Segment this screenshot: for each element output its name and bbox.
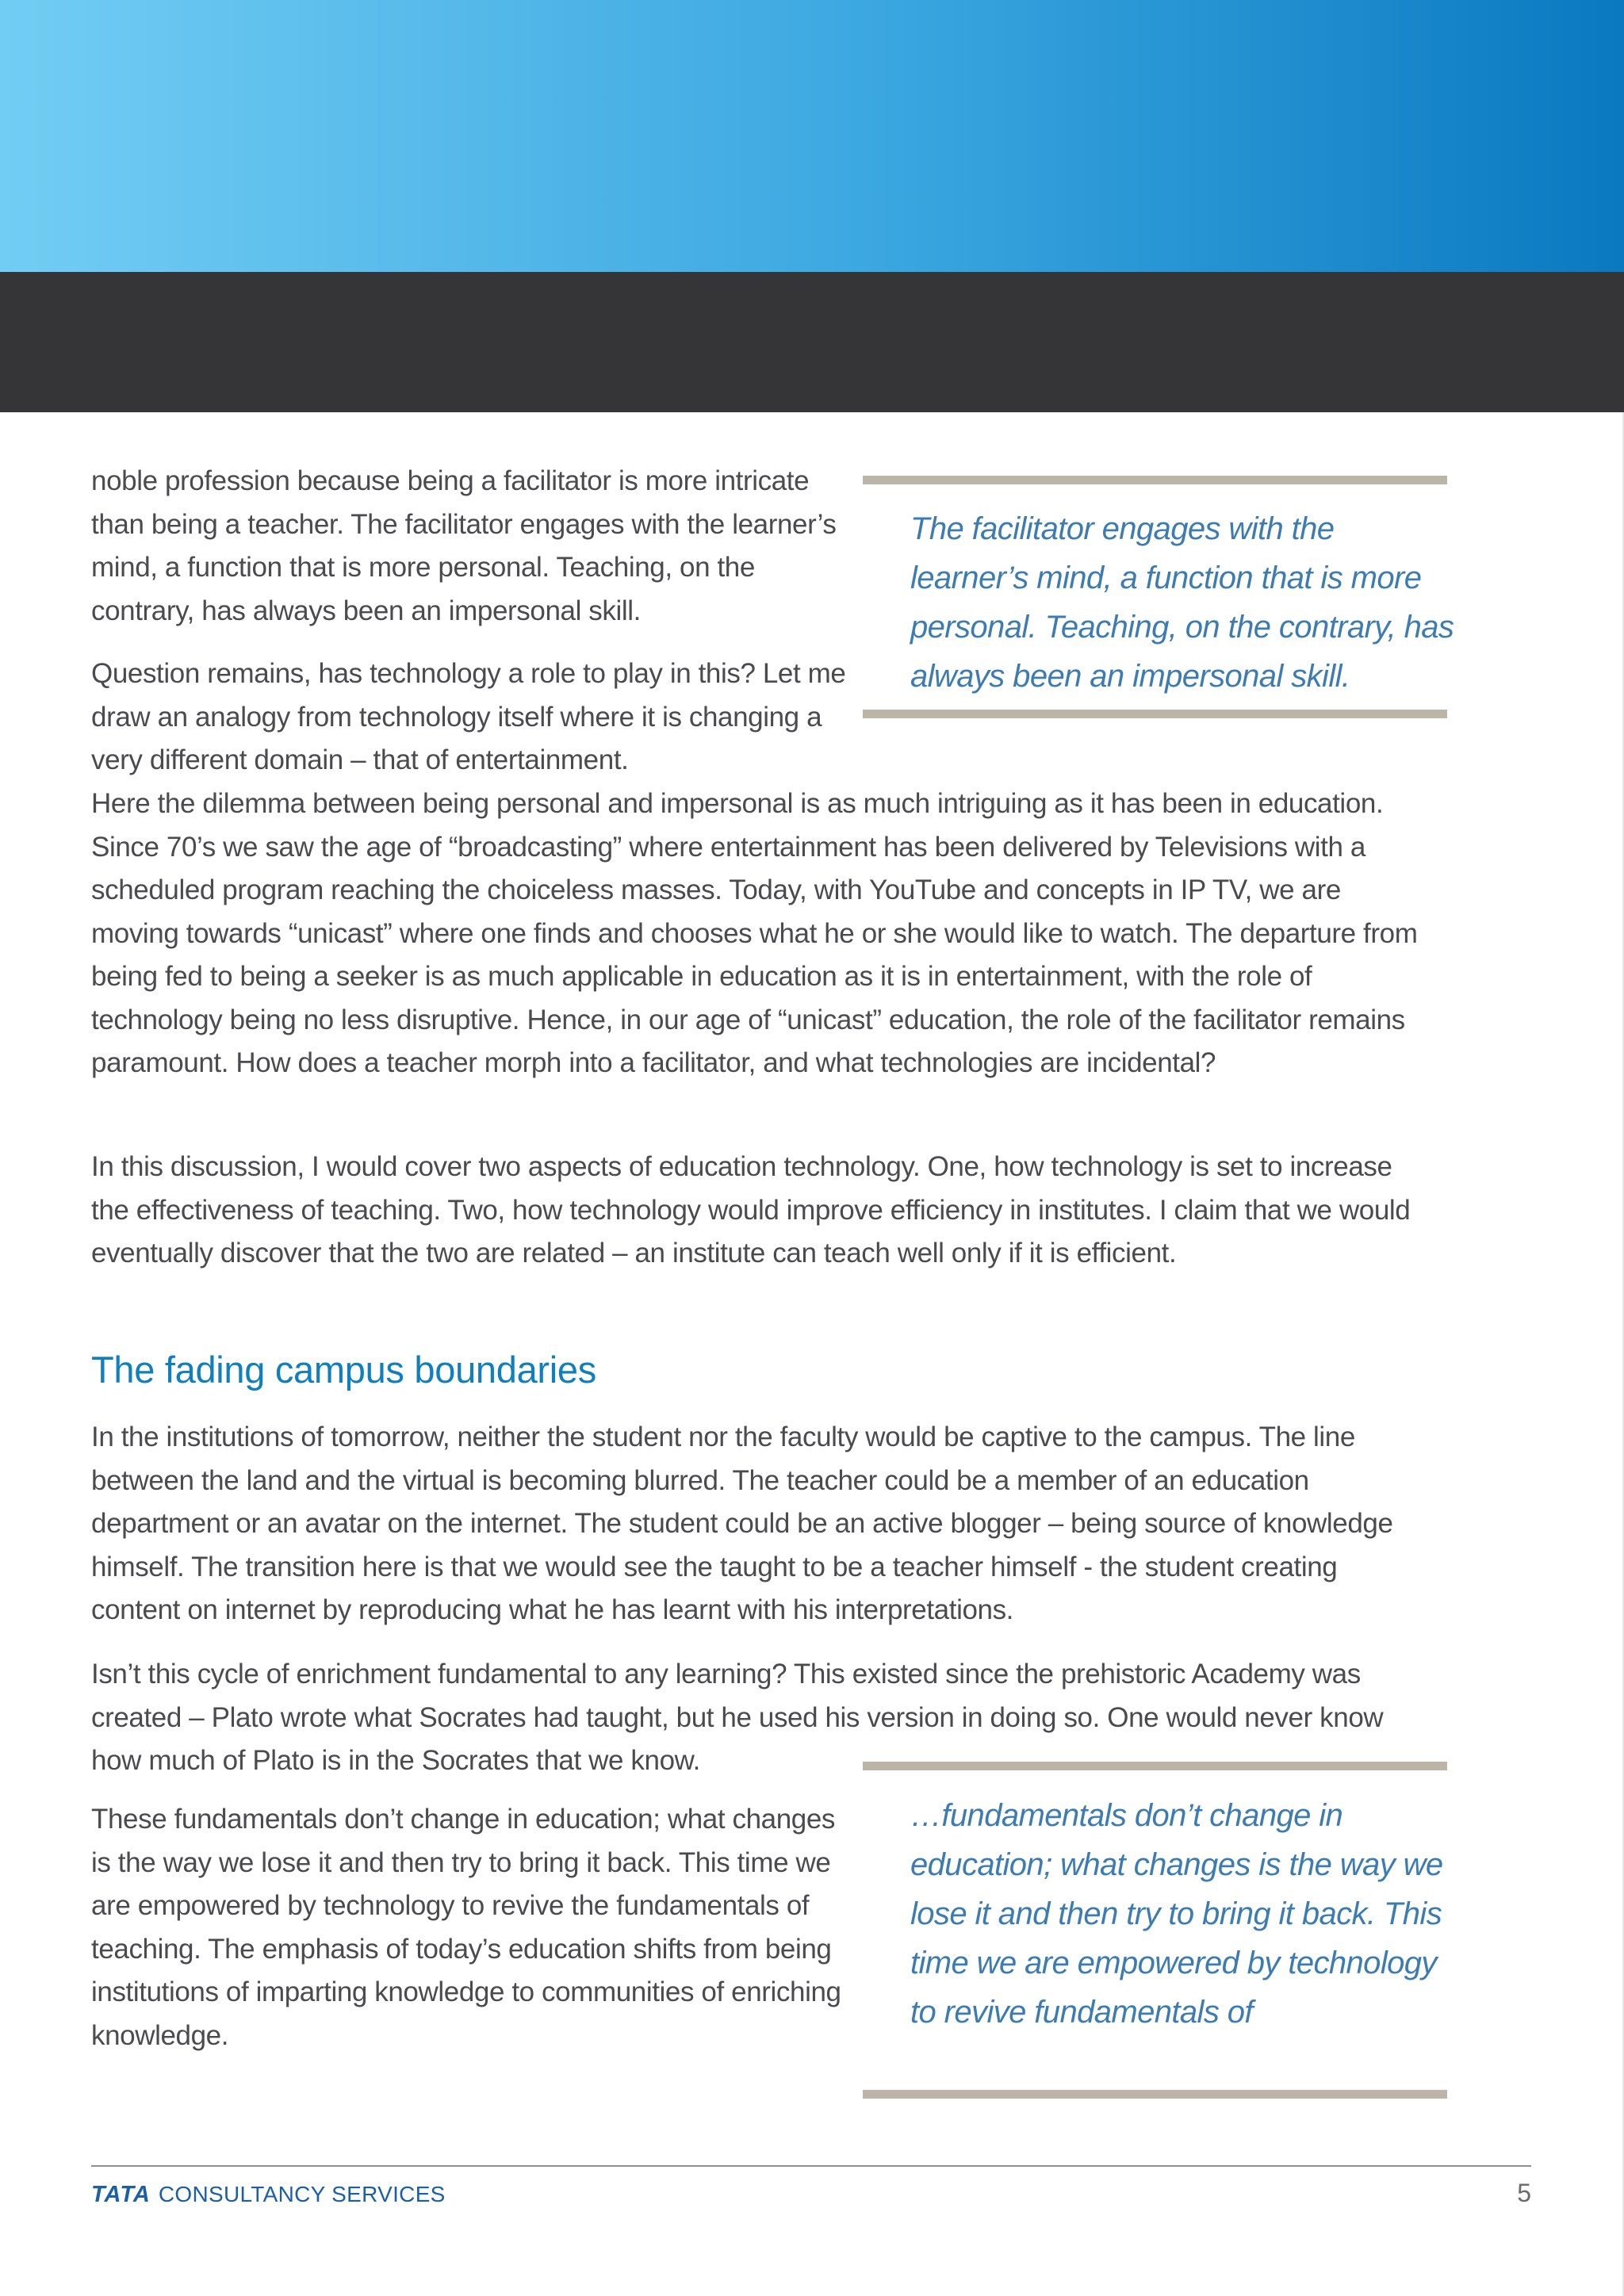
section-heading: The fading campus boundaries [91,1349,596,1391]
pull-quote-top-rule [863,1762,1447,1770]
logo-company-name: CONSULTANCY SERVICES [158,2182,446,2206]
paragraph-technology-role-narrow: Question remains, has technology a role to play in this? Let me draw an analogy from technology itself where it is changing a very different domain – that of entertainment. [91,658,846,775]
paragraph-institutions-tomorrow: In the institutions of tomorrow, neither the student nor the faculty would be captive to the campus. The line between the land and the virtual is becoming blurred. The teacher could be a member of an education department or an avatar on the internet. The student could be an active blogger – being source of knowledge himself. The transition here is that we would see the taught to be a teacher himself - the student creating content on internet by reproducing what he has learnt with his interpretations. [91,1422,1393,1625]
page-number: 5 [1517,2179,1531,2207]
pull-quote-facilitator [863,476,1454,721]
pull-quote-text: …fundamentals don’t change in education; what changes is the way we lose it and then try to bring it back. This time we are empowered by technology to revive fundamentals of [910,1798,1443,2030]
paragraph-cycle-of-enrichment: Isn’t this cycle of enrichment fundamental to any learning? This existed since the prehistoric Academy was created – Plato wrote what Socrates had taught, but he used his version in doing so. One would never know how much of Plato is in the Socrates that we know. [91,1659,1384,1776]
paragraph-fundamentals: These fundamentals don’t change in education; what changes is the way we lose it and then try to bring it back. This time we are empowered by technology to revive the fundamentals of teaching. The emphasis of today’s education shifts from being institutions of imparting knowledge to communities of enriching knowledge. [91,1804,841,2051]
header-gradient-banner [0,0,1624,272]
pull-quote-top-rule [863,476,1447,484]
pull-quote-bottom-rule [863,710,1447,718]
header-dark-band [0,272,1624,412]
paragraph-technology-role-wide: Here the dilemma between being personal and impersonal is as much intriguing as it has been in education. Since 70’s we saw the age of “broadcasting” where entertainment has been delivered by Televisions with a scheduled program reaching the choiceless masses. Today, with YouTube and concepts in IP TV, we are moving towards “unicast” where one finds and chooses what he or she would like to watch. The departure from being fed to being a seeker is as much applicable in education as it is in entertainment, with the role of technology being no less disruptive. Hence, in our age of “unicast” education, the role of the facilitator remains paramount. How does a teacher morph into a facilitator, and what technologies are incidental? [91,788,1418,1078]
logo-mark: TATA [91,2181,151,2207]
pull-quote-fundamentals [863,1762,1447,2099]
paragraph-facilitator-intro: noble profession because being a facilitator is more intricate than being a teacher. The facilitator engages with the learner’s mind, a function that is more personal. Teaching, on the contrary, has always been an impersonal skill. [91,465,837,626]
paragraph-two-aspects: In this discussion, I would cover two aspects of education technology. One, how technology is set to increase the effectiveness of teaching. Two, how technology would improve efficiency in institutes. I claim that we would eventually discover that the two are related – an institute can teach well only if it is efficient. [91,1151,1411,1269]
pull-quote-bottom-rule [863,2090,1447,2099]
pull-quote-text: The facilitator engages with the learner’s mind, a function that is more personal. Teaching, on the contrary, has always been an impersonal skill. [910,511,1454,694]
company-logo [91,2180,446,2209]
footer-rule [91,2165,1531,2167]
